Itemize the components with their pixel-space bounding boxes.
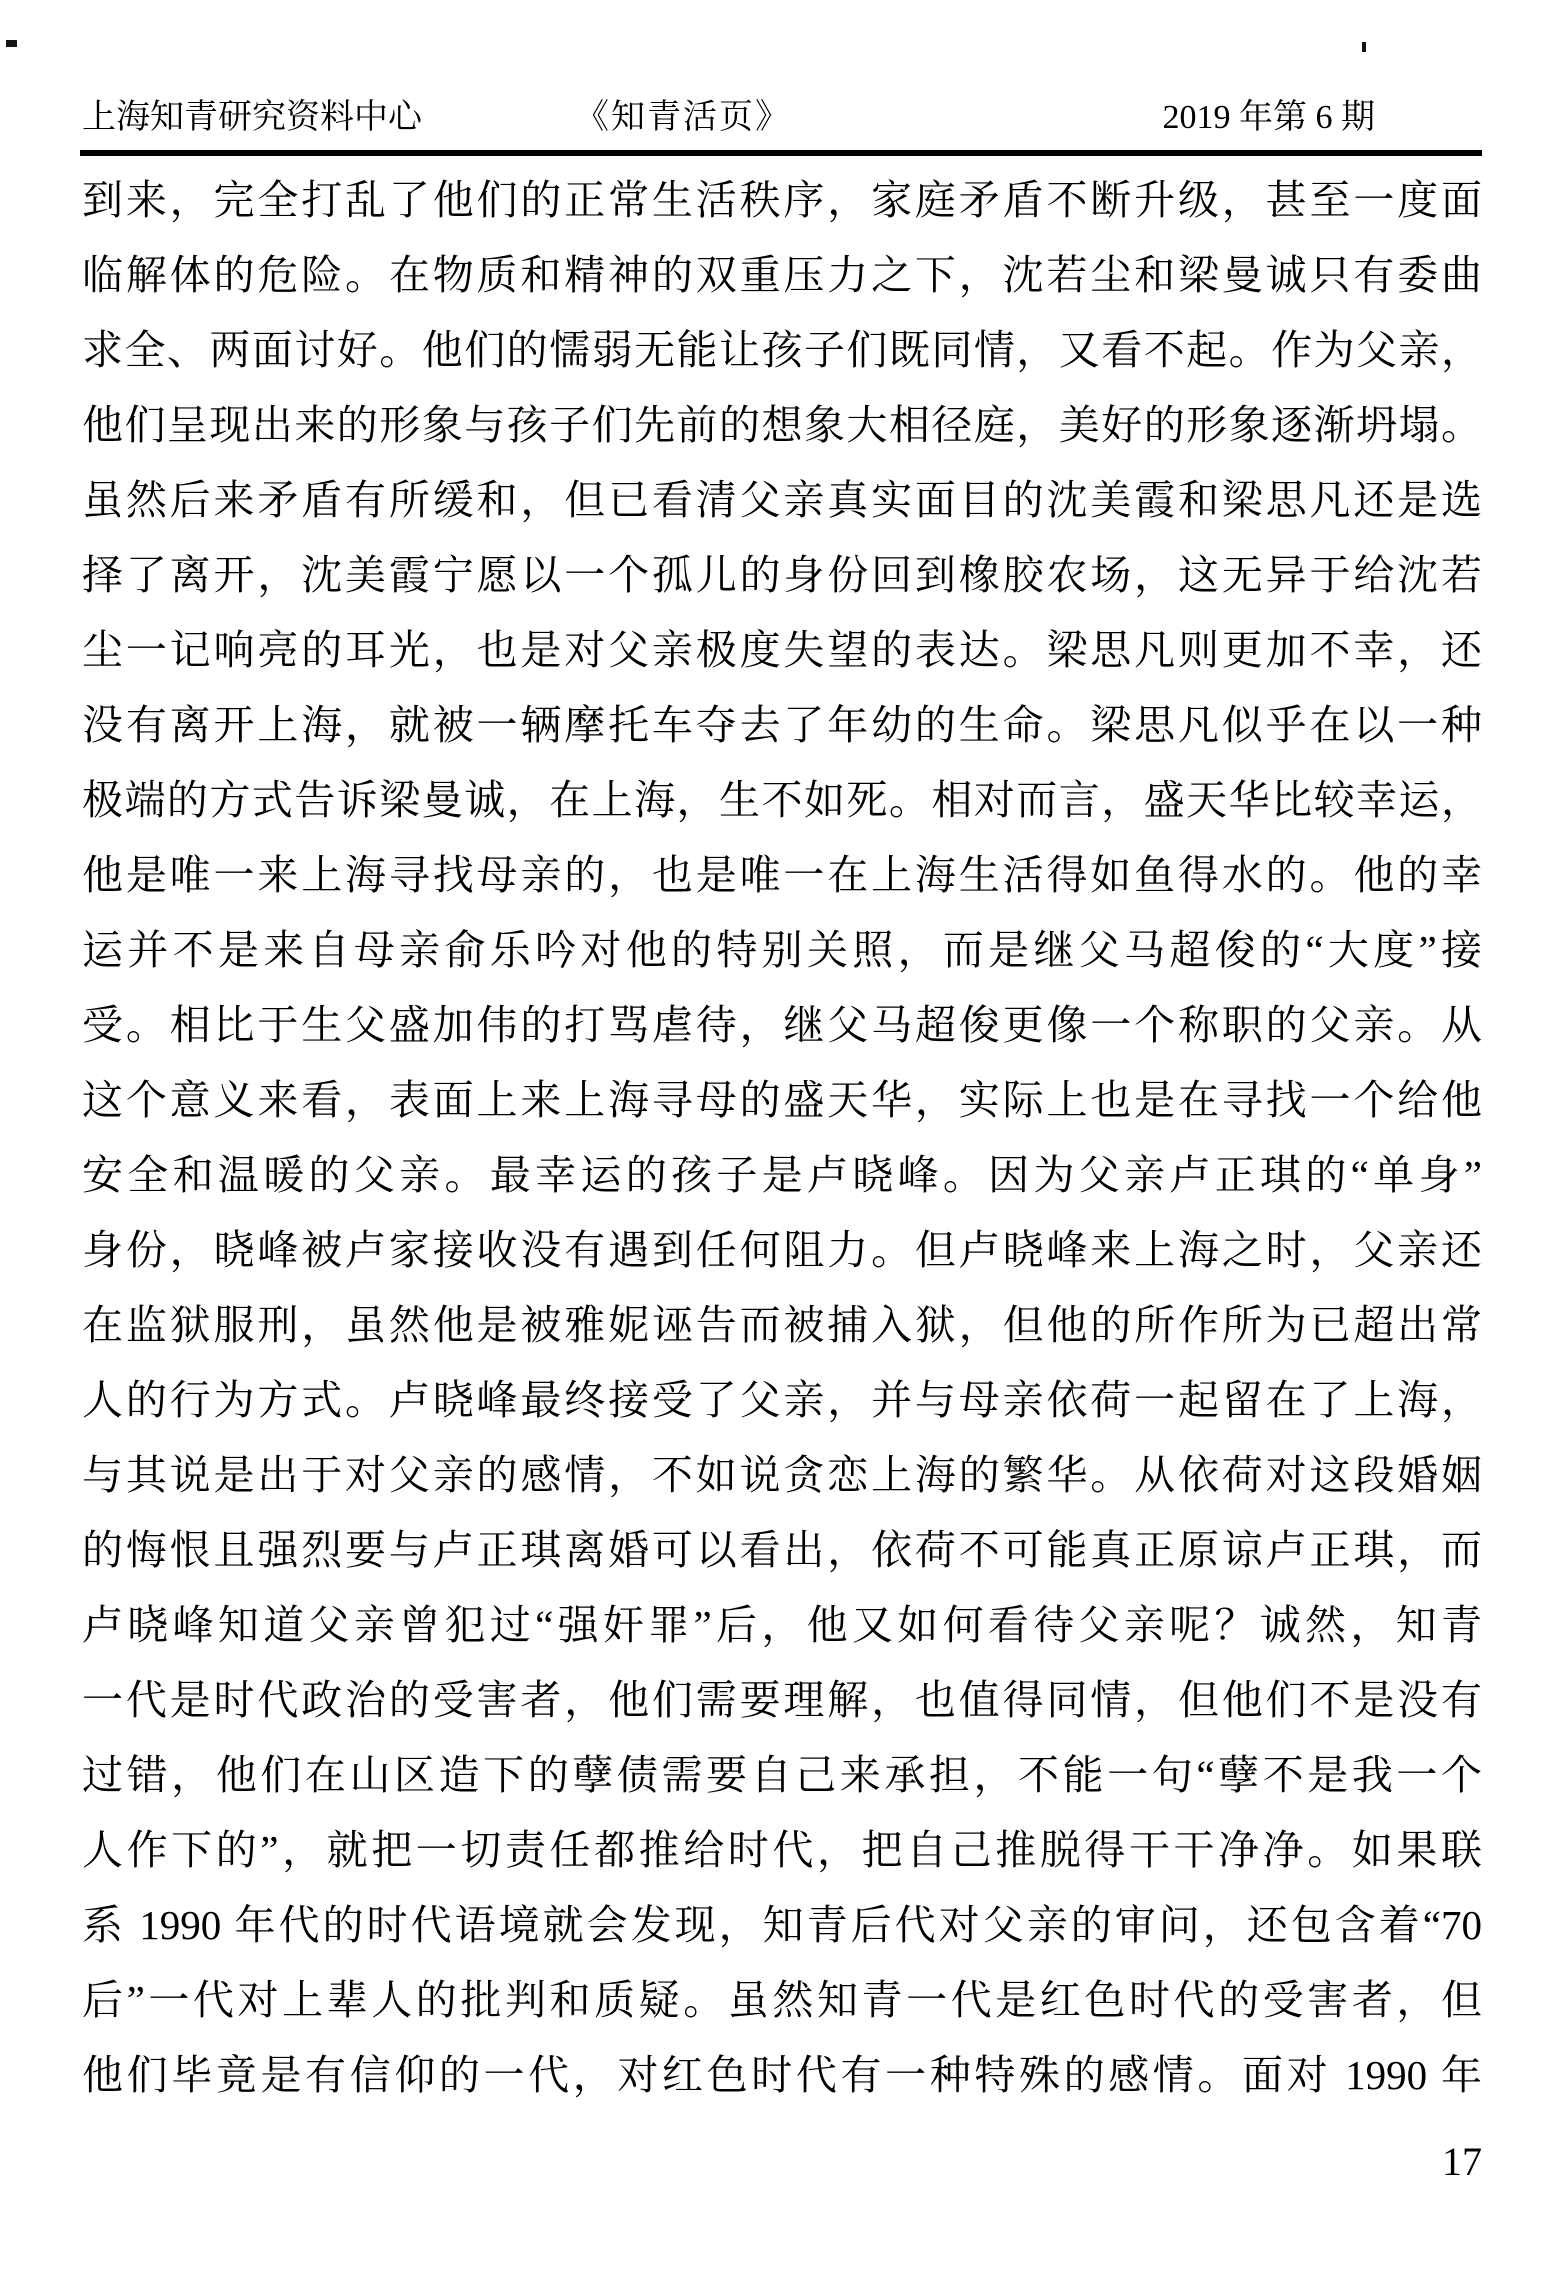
text-line: 人的行为方式。卢晓峰最终接受了父亲，并与母亲依荷一起留在了上海， [82, 1377, 1482, 1423]
text-line: 的悔恨且强烈要与卢正琪离婚可以看出，依荷不可能真正原谅卢正琪，而 [82, 1527, 1482, 1573]
text-line: 求全、两面讨好。他们的懦弱无能让孩子们既同情，又看不起。作为父亲， [82, 327, 1482, 373]
header-issue-info: 2019 年第 6 期 [1162, 99, 1375, 136]
text-line: 择了离开，沈美霞宁愿以一个孤儿的身份回到橡胶农场，这无异于给沈若 [82, 552, 1482, 598]
text-line: 过错，他们在山区造下的孽债需要自己来承担，不能一句“孽不是我一个 [82, 1752, 1482, 1798]
text-line: 与其说是出于对父亲的感情，不如说贪恋上海的繁华。从依荷对这段婚姻 [82, 1452, 1482, 1498]
text-line: 极端的方式告诉梁曼诚，在上海，生不如死。相对而言，盛天华比较幸运， [82, 777, 1482, 823]
text-line: 身份，晓峰被卢家接收没有遇到任何阻力。但卢晓峰来上海之时，父亲还 [82, 1227, 1482, 1273]
text-line: 这个意义来看，表面上来上海寻母的盛天华，实际上也是在寻找一个给他 [82, 1077, 1482, 1123]
text-line: 到来，完全打乱了他们的正常生活秩序，家庭矛盾不断升级，甚至一度面 [82, 177, 1482, 223]
text-line: 安全和温暖的父亲。最幸运的孩子是卢晓峰。因为父亲卢正琪的“单身” [82, 1152, 1482, 1198]
text-line: 一代是时代政治的受害者，他们需要理解，也值得同情，但他们不是没有 [82, 1677, 1482, 1723]
text-line: 他们毕竟是有信仰的一代，对红色时代有一种特殊的感情。面对 1990 年 [82, 2052, 1482, 2098]
page-number: 17 [1442, 2139, 1482, 2184]
header-organization: 上海知青研究资料中心 [82, 99, 422, 136]
text-line: 没有离开上海，就被一辆摩托车夺去了年幼的生命。梁思凡似乎在以一种 [82, 702, 1482, 748]
document-body [82, 163, 1482, 2113]
scan-artifact [6, 40, 17, 47]
text-line: 尘一记响亮的耳光，也是对父亲极度失望的表达。梁思凡则更加不幸，还 [82, 627, 1482, 673]
header-publication-title: 《知青活页》 [575, 99, 791, 136]
text-line: 人作下的”，就把一切责任都推给时代，把自己推脱得干干净净。如果联 [82, 1827, 1482, 1873]
text-line: 卢晓峰知道父亲曾犯过“强奸罪”后，他又如何看待父亲呢？诚然，知青 [82, 1602, 1482, 1648]
text-line: 后”一代对上辈人的批判和质疑。虽然知青一代是红色时代的受害者，但 [82, 1977, 1482, 2023]
text-line: 他们呈现出来的形象与孩子们先前的想象大相径庭，美好的形象逐渐坍塌。 [82, 402, 1482, 448]
text-line: 在监狱服刑，虽然他是被雅妮诬告而被捕入狱，但他的所作所为已超出常 [82, 1302, 1482, 1348]
text-line: 受。相比于生父盛加伟的打骂虐待，继父马超俊更像一个称职的父亲。从 [82, 1002, 1482, 1048]
text-line: 运并不是来自母亲俞乐吟对他的特别关照，而是继父马超俊的“大度”接 [82, 927, 1482, 973]
text-line: 临解体的危险。在物质和精神的双重压力之下，沈若尘和梁曼诚只有委曲 [82, 252, 1482, 298]
page-header [0, 0, 1563, 150]
text-line: 他是唯一来上海寻找母亲的，也是唯一在上海生活得如鱼得水的。他的幸 [82, 852, 1482, 898]
header-divider [80, 150, 1482, 156]
text-line: 虽然后来矛盾有所缓和，但已看清父亲真实面目的沈美霞和梁思凡还是选 [82, 477, 1482, 523]
scan-artifact [1362, 42, 1366, 52]
text-line: 系 1990 年代的时代语境就会发现，知青后代对父亲的审问，还包含着“70 [82, 1902, 1482, 1948]
